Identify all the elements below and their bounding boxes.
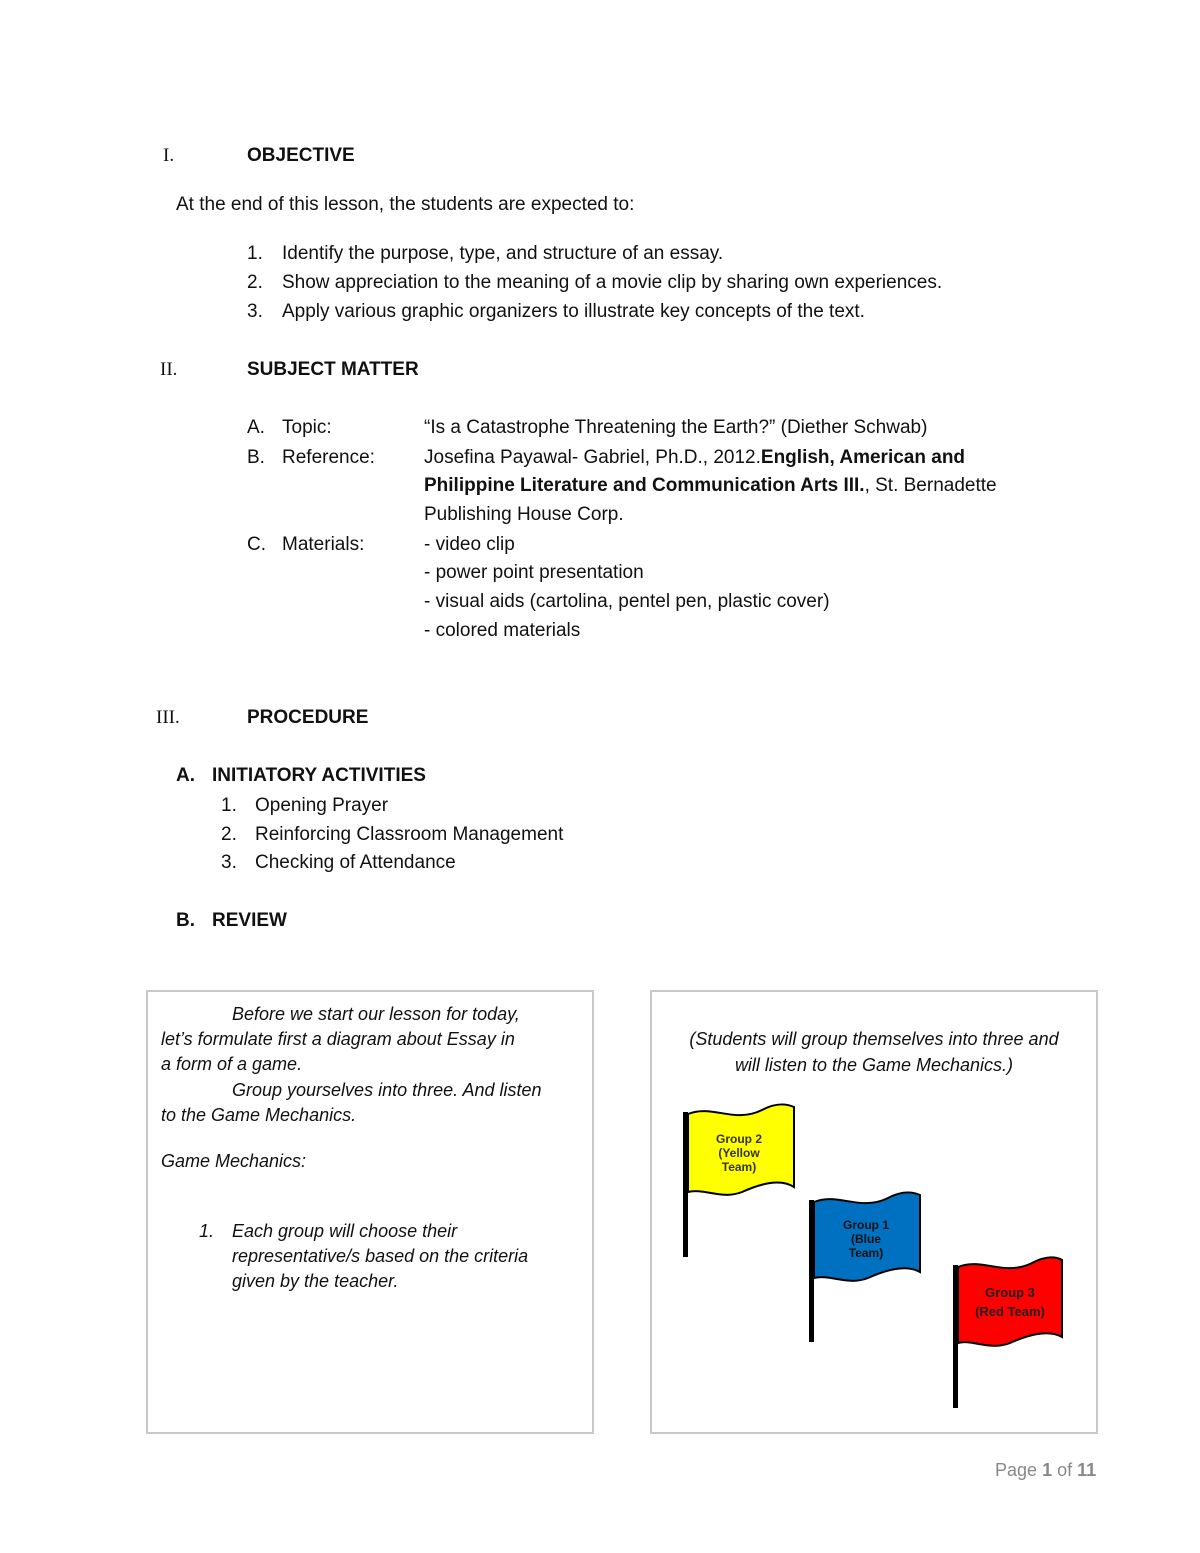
reference-author: Josefina Payawal- Gabriel, Ph.D., 2012. bbox=[424, 447, 761, 468]
teacher-line: let’s formulate first a diagram about Essay in bbox=[161, 1029, 515, 1049]
section-1-numeral: I. bbox=[163, 145, 175, 166]
student-box bbox=[650, 990, 1098, 1434]
initiatory-item-1: Opening Prayer bbox=[255, 795, 389, 816]
reference-publisher-1: , St. Bernadette bbox=[864, 475, 997, 496]
initiatory-num-1: 1. bbox=[221, 795, 237, 816]
review-title: REVIEW bbox=[212, 910, 287, 931]
objective-item-3: Apply various graphic organizers to illustrate key concepts of the text. bbox=[282, 301, 865, 322]
flag-label-yellow bbox=[705, 1132, 773, 1174]
section-3-title: PROCEDURE bbox=[247, 707, 369, 728]
flag-label-line: Group 2 bbox=[715, 1132, 762, 1146]
flag-label-blue bbox=[832, 1218, 900, 1260]
materials-label: Materials: bbox=[282, 534, 365, 555]
reference-book-1: English, American and bbox=[760, 447, 966, 468]
objective-num-1: 1. bbox=[247, 243, 263, 264]
teacher-box bbox=[146, 990, 594, 1434]
topic-label: Topic: bbox=[282, 417, 332, 438]
material-item: - power point presentation bbox=[424, 562, 644, 583]
reference-label: Reference: bbox=[282, 447, 375, 468]
initiatory-title: INITIATORY ACTIVITIES bbox=[212, 765, 426, 786]
topic-value: “Is a Catastrophe Threatening the Earth?” (Diether Schwab) bbox=[424, 417, 928, 438]
material-item: - visual aids (cartolina, pentel pen, plastic cover) bbox=[424, 591, 830, 612]
initiatory-num-3: 3. bbox=[221, 852, 237, 873]
teacher-line: a form of a game. bbox=[161, 1054, 303, 1074]
flag-label-line: Group 3 bbox=[985, 1285, 1035, 1300]
flag-label-line: Team) bbox=[848, 1246, 884, 1260]
rule-line: representative/s based on the criteria bbox=[232, 1246, 529, 1266]
page-total: 11 bbox=[1077, 1460, 1097, 1480]
objective-num-2: 2. bbox=[247, 272, 263, 293]
reference-letter: B. bbox=[247, 447, 265, 468]
section-3-numeral: III. bbox=[156, 707, 180, 728]
review-letter: B. bbox=[176, 910, 195, 931]
rule-line: Each group will choose their bbox=[232, 1221, 458, 1241]
reference-publisher-2: Publishing House Corp. bbox=[424, 504, 624, 525]
student-line: (Students will group themselves into three and bbox=[689, 1029, 1059, 1049]
page-word: Page bbox=[995, 1460, 1038, 1480]
materials-letter: C. bbox=[247, 534, 266, 555]
objective-intro: At the end of this lesson, the students are expected to: bbox=[176, 194, 635, 215]
section-2-title: SUBJECT MATTER bbox=[247, 359, 419, 380]
reference-line-2 bbox=[424, 475, 997, 497]
rule-line: given by the teacher. bbox=[232, 1271, 399, 1291]
section-2-numeral: II. bbox=[160, 359, 178, 380]
objective-item-2: Show appreciation to the meaning of a movie clip by sharing own experiences. bbox=[282, 272, 943, 293]
initiatory-item-2: Reinforcing Classroom Management bbox=[255, 824, 564, 845]
teacher-line: to the Game Mechanics. bbox=[161, 1105, 357, 1125]
flag-label-line: (Blue bbox=[851, 1232, 881, 1246]
of-word: of bbox=[1057, 1460, 1073, 1480]
flag-label-line: Group 1 bbox=[842, 1218, 889, 1232]
flag-label-line: Team) bbox=[721, 1160, 757, 1174]
objective-num-3: 3. bbox=[247, 301, 263, 322]
student-line: will listen to the Game Mechanics.) bbox=[734, 1055, 1014, 1075]
topic-letter: A. bbox=[247, 417, 265, 438]
rule-num: 1. bbox=[199, 1221, 215, 1241]
initiatory-num-2: 2. bbox=[221, 824, 237, 845]
objective-item-1: Identify the purpose, type, and structure of an essay. bbox=[282, 243, 724, 264]
mechanics-title: Game Mechanics: bbox=[161, 1151, 307, 1171]
initiatory-letter: A. bbox=[176, 765, 195, 786]
material-item: - colored materials bbox=[424, 620, 581, 641]
flag-label-line: (Yellow bbox=[718, 1146, 760, 1160]
reference-book-2: Philippine Literature and Communication Arts III. bbox=[424, 475, 865, 496]
section-1-title: OBJECTIVE bbox=[247, 145, 355, 166]
flag-label-line: (Red Team) bbox=[975, 1304, 1045, 1319]
initiatory-item-3: Checking of Attendance bbox=[255, 852, 456, 873]
material-item: - video clip bbox=[424, 534, 515, 555]
page-current: 1 bbox=[1042, 1460, 1053, 1480]
flags-illustration bbox=[652, 992, 1096, 1432]
page-number bbox=[995, 1460, 1096, 1481]
flag-label-red bbox=[970, 1283, 1050, 1321]
reference-line-1 bbox=[424, 447, 965, 469]
teacher-line: Group yourselves into three. And listen bbox=[232, 1080, 542, 1100]
teacher-line: Before we start our lesson for today, bbox=[232, 1004, 520, 1024]
